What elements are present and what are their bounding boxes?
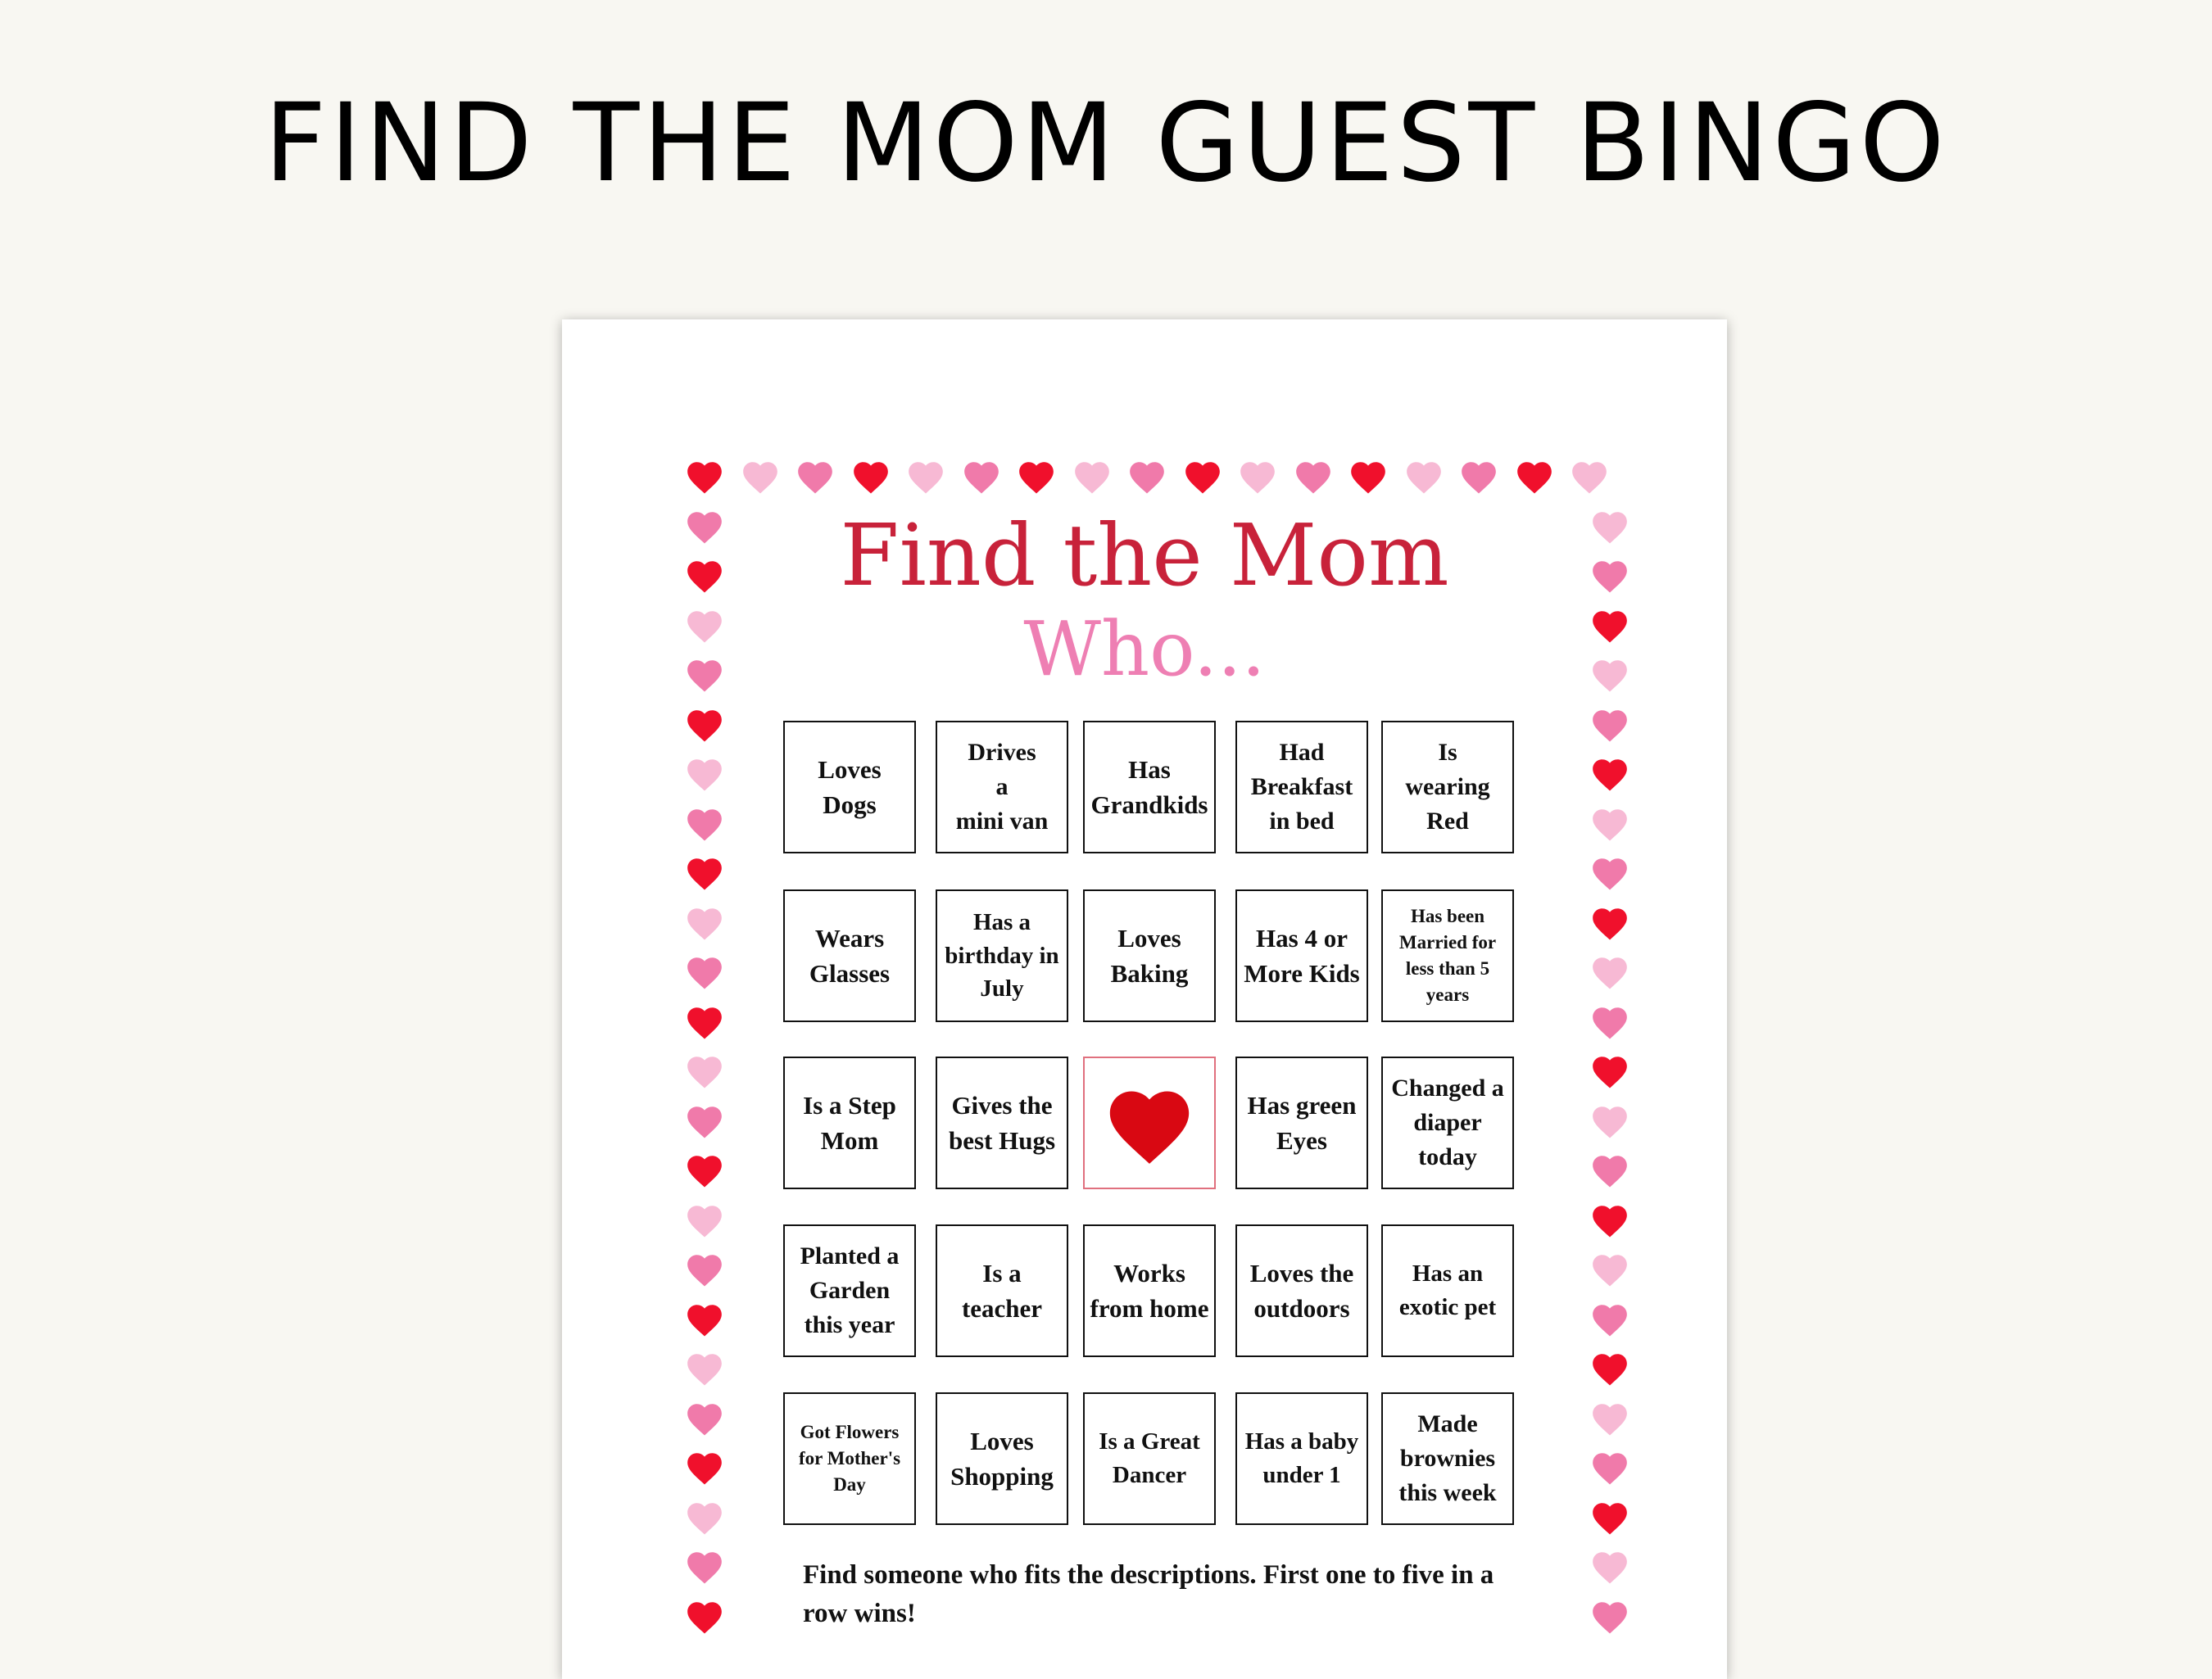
bingo-cell-label: Has Grandkids [1090, 754, 1208, 819]
heart-icon [1101, 1079, 1198, 1166]
bingo-cell[interactable] [1235, 721, 1368, 853]
heart-icon [684, 1250, 725, 1291]
bingo-cell[interactable] [783, 1224, 916, 1357]
page-title: FIND THE MOM GUEST BINGO [264, 80, 1948, 206]
heart-icon [1589, 1547, 1630, 1588]
heart-icon [1589, 1052, 1630, 1093]
bingo-cell[interactable] [1381, 889, 1514, 1022]
bingo-cell-label: Loves Shopping [950, 1426, 1054, 1491]
heart-icon [684, 705, 725, 746]
heart-icon [684, 1300, 725, 1341]
heart-icon [684, 1102, 725, 1143]
heart-icon [1589, 1201, 1630, 1242]
bingo-cell[interactable] [1381, 1057, 1514, 1189]
heart-icon [1589, 754, 1630, 795]
bingo-cell-label: Got Flowers for Mother's Day [798, 1421, 901, 1496]
heart-icon [684, 1597, 725, 1638]
bingo-cell[interactable] [783, 889, 916, 1022]
bingo-cell[interactable] [1083, 721, 1216, 853]
instructions-text: Find someone who fits the descriptions. First one to five in a row wins! [803, 1560, 1494, 1628]
bingo-cell-label: Gives the best Hugs [948, 1090, 1056, 1155]
bingo-cell-label: Drives a mini van [955, 739, 1049, 835]
bingo-cell-label: Changed a diaper today [1391, 1075, 1504, 1170]
bingo-cell[interactable] [936, 1224, 1068, 1357]
heart-icon [1237, 457, 1278, 498]
bingo-cell-label: Is a teacher [961, 1258, 1043, 1323]
heart-icon [1016, 457, 1057, 498]
bingo-cell[interactable] [783, 1057, 916, 1189]
bingo-cell[interactable] [1235, 889, 1368, 1022]
bingo-cell[interactable] [1235, 1057, 1368, 1189]
heart-icon [1589, 1250, 1630, 1291]
heart-icon [1589, 1349, 1630, 1390]
heart-icon [1589, 1002, 1630, 1043]
heart-icon [684, 754, 725, 795]
heart-icon [684, 1201, 725, 1242]
bingo-cell-label: Has 4 or More Kids [1244, 923, 1360, 988]
card-title: Find the Mom [840, 505, 1449, 605]
bingo-cell-label: Has a baby under 1 [1244, 1428, 1359, 1488]
heart-icon [1589, 1151, 1630, 1192]
bingo-cell-label: Has a birthday in July [945, 909, 1059, 1002]
heart-icon [1589, 1597, 1630, 1638]
heart-icon [684, 1498, 725, 1539]
card-subtitle: Who... [1023, 605, 1266, 693]
bingo-cell-label: Had Breakfast in bed [1250, 739, 1353, 835]
heart-icon [684, 1002, 725, 1043]
bingo-cell[interactable] [936, 889, 1068, 1022]
bingo-cell-label: Works from home [1090, 1258, 1209, 1323]
bingo-cell-label: Is a Great Dancer [1099, 1428, 1200, 1488]
bingo-cell-label: Loves the outdoors [1249, 1258, 1354, 1323]
heart-icon [1589, 1448, 1630, 1489]
heart-icon [961, 457, 1002, 498]
heart-icon [1589, 903, 1630, 944]
bingo-cell[interactable] [1381, 1392, 1514, 1525]
heart-icon [684, 1052, 725, 1093]
heart-icon [1348, 457, 1389, 498]
heart-icon [684, 1151, 725, 1192]
bingo-card-sheet [562, 319, 1727, 1679]
heart-icon [1403, 457, 1444, 498]
bingo-cell-label: Loves Baking [1110, 923, 1189, 988]
heart-icon [684, 1448, 725, 1489]
heart-icon [684, 1547, 725, 1588]
heart-icon [684, 1399, 725, 1440]
bingo-cell-label: Loves Dogs [818, 754, 882, 819]
heart-icon [1458, 457, 1499, 498]
heart-icon [1589, 853, 1630, 894]
bingo-cell-label: Has an exotic pet [1398, 1260, 1497, 1320]
bingo-cell-label: Made brownies this week [1398, 1410, 1497, 1506]
bingo-cell[interactable] [1083, 1224, 1216, 1357]
bingo-cell[interactable] [1235, 1224, 1368, 1357]
heart-icon [684, 804, 725, 845]
bingo-cell[interactable] [1381, 1224, 1514, 1357]
heart-icon [1514, 457, 1555, 498]
bingo-cell[interactable] [1235, 1392, 1368, 1525]
heart-icon [1589, 1102, 1630, 1143]
heart-icon [1589, 705, 1630, 746]
bingo-cell-label: Is a Step Mom [803, 1090, 896, 1155]
bingo-cell[interactable] [936, 1392, 1068, 1525]
heart-icon [1589, 953, 1630, 993]
heart-icon [684, 1349, 725, 1390]
heart-icon [684, 853, 725, 894]
heart-icon [1589, 804, 1630, 845]
bingo-cell-label: Has green Eyes [1247, 1090, 1357, 1155]
heart-icon [1293, 457, 1334, 498]
heart-icon [684, 953, 725, 993]
heart-icon [1126, 457, 1167, 498]
bingo-cell-label: Planted a Garden this year [800, 1242, 900, 1338]
heart-icon [1182, 457, 1223, 498]
bingo-cell[interactable] [1083, 1392, 1216, 1525]
bingo-cell-label: Wears Glasses [809, 923, 891, 988]
bingo-cell[interactable] [783, 1392, 916, 1525]
bingo-cell[interactable] [1381, 721, 1514, 853]
heart-icon [1589, 1300, 1630, 1341]
heart-icon [795, 457, 836, 498]
heart-icon [1072, 457, 1113, 498]
heart-icon [740, 457, 781, 498]
bingo-cell[interactable] [936, 721, 1068, 853]
heart-icon [1569, 457, 1610, 498]
bingo-cell-label: Has been Married for less than 5 years [1398, 905, 1497, 1006]
bingo-cell-label: Is wearing Red [1405, 739, 1490, 835]
heart-icon [1589, 1498, 1630, 1539]
heart-icon [905, 457, 946, 498]
bingo-cell[interactable] [783, 721, 916, 853]
heart-icon [684, 457, 725, 498]
bingo-cell-free-space[interactable] [1083, 1057, 1216, 1189]
bingo-cell[interactable] [1083, 889, 1216, 1022]
heart-icon [850, 457, 891, 498]
bingo-cell[interactable] [936, 1057, 1068, 1189]
heart-icon [1589, 1399, 1630, 1440]
heart-icon [684, 903, 725, 944]
